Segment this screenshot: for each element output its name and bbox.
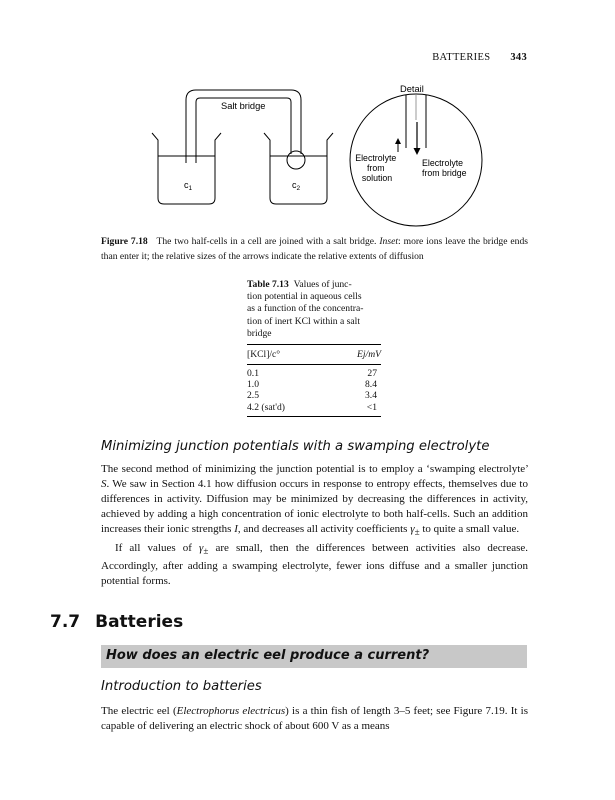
salt-bridge-label: Salt bridge bbox=[221, 101, 266, 111]
table-row: 1.0 8.4 bbox=[247, 379, 377, 391]
table-row: 0.1 27 bbox=[247, 368, 377, 380]
subsection-heading-swamping: Minimizing junction potentials with a swamping electrolyte bbox=[101, 439, 490, 454]
page-number: 343 bbox=[510, 52, 527, 63]
table-label: Table 7.13 bbox=[247, 279, 289, 290]
detail-marker-circle bbox=[287, 151, 305, 169]
col-header-ej: Ej/mV bbox=[357, 349, 381, 361]
table-row: 2.5 3.4 bbox=[247, 390, 377, 402]
paragraph-eel: The electric eel (Electrophorus electricus) is a thin fish of length 3–5 feet; see Figure 7.19. It is capable of delivering an electric shock of about 600 V as a means bbox=[101, 705, 528, 733]
col-header-kcl: [KCl]/c° bbox=[247, 349, 281, 361]
figure-7-18 bbox=[0, 0, 615, 240]
arrow-down-head bbox=[414, 148, 421, 155]
inset-left-label: Electrolyte from solution bbox=[355, 153, 397, 183]
question-text: How does an electric eel produce a current? bbox=[106, 648, 430, 663]
body-text-2 bbox=[101, 704, 528, 734]
caption-inset-word: Inset bbox=[379, 236, 399, 247]
section-number: 7.7 bbox=[50, 612, 81, 632]
table-row: 4.2 (sat'd) <1 bbox=[247, 401, 377, 413]
table-header-row bbox=[247, 345, 381, 364]
caption-text-1: The two half-cells in a cell are joined with a salt bridge. bbox=[156, 236, 377, 247]
paragraph-activities: If all values of $\gamma_\pm$ are small, then the differences between activities also decrease. Accordingly, after adding a swamping electrolyte, fewer ions diffuse and a smaller junction potential forms. bbox=[101, 541, 529, 588]
running-title: BATTERIES bbox=[432, 52, 491, 63]
detail-label: Detail bbox=[400, 84, 424, 94]
inset-right-label: Electrolyte from bridge bbox=[422, 158, 467, 178]
body-text-1 bbox=[101, 462, 528, 589]
figure-caption bbox=[101, 234, 528, 264]
table-caption: Table 7.13 Values of junc- tion potential in aqueous cells as a function of the concentra- tion of inert KCl within a salt bridge bbox=[247, 279, 364, 339]
paragraph-swamping: The second method of minimizing the junction potential is to employ a ‘swamping electrolyte’ S. We saw in Section 4.1 how diffusion occurs in response to entropy effects, themselves due to differences in activity. Diffusion may be minimized by decreasing the differences in activity, achieved by adding a high concentration of ionic electrolyte to both half-cells. Such an addition increases their ionic strengths I, and decreases all activity coefficients $\gamma_\pm$ to quite a small value. bbox=[101, 463, 528, 538]
table-7-13 bbox=[247, 279, 381, 417]
c1-label: $c_1$ bbox=[184, 180, 193, 192]
figure-label: Figure 7.18 bbox=[101, 236, 148, 247]
arrow-up-head bbox=[395, 138, 401, 144]
question-box bbox=[101, 645, 527, 668]
caption-text-2: : more ions leave the bridge ends than enter it; the relative sizes of the arrows indicate the relative extents of diffusion bbox=[101, 236, 528, 262]
section-heading bbox=[50, 612, 183, 632]
c2-label: $c_2$ bbox=[292, 180, 301, 192]
section-title: Batteries bbox=[95, 612, 184, 632]
subsection-heading-batteries: Introduction to batteries bbox=[101, 679, 262, 694]
